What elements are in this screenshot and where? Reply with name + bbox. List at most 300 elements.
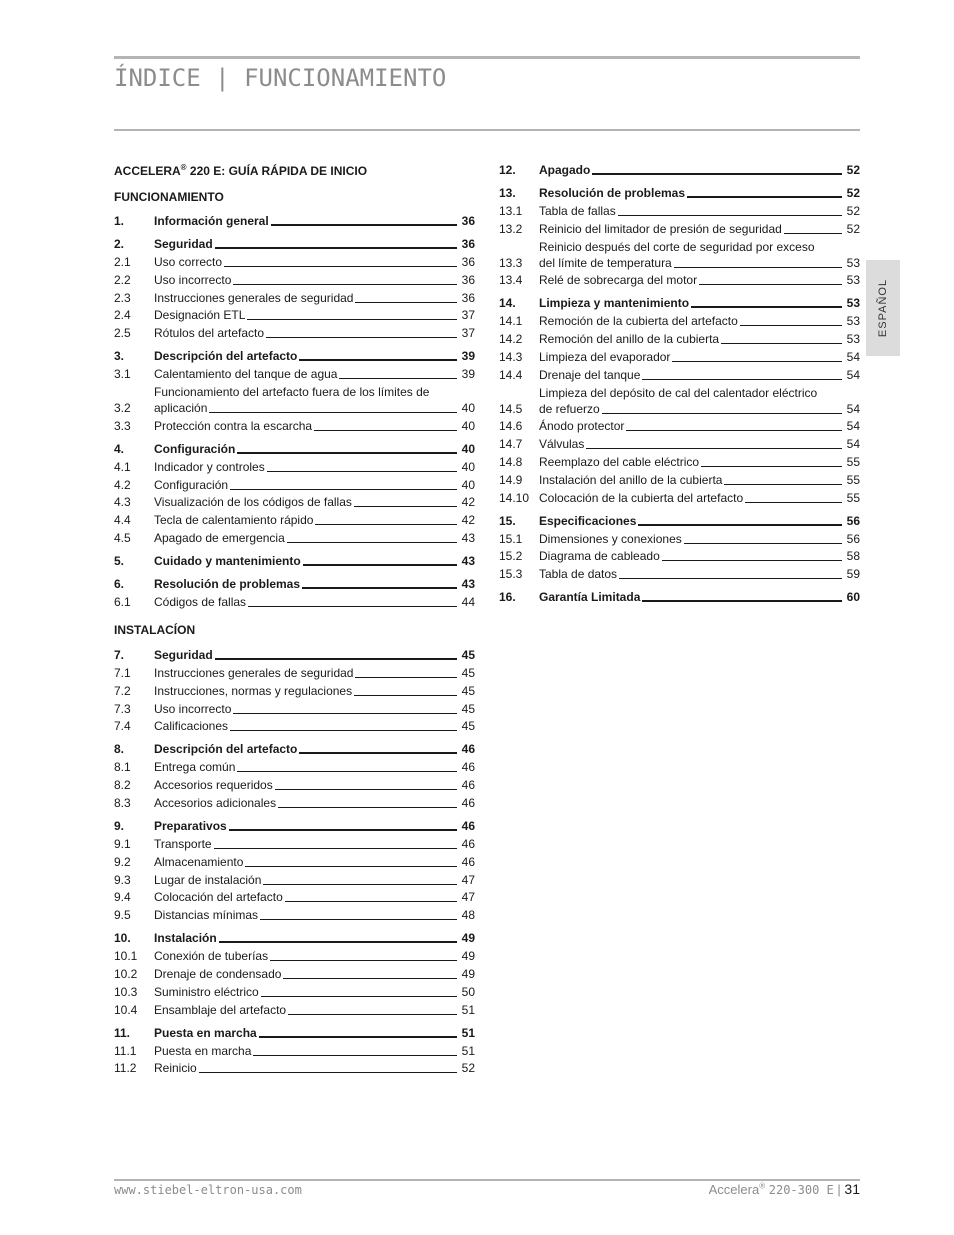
toc-leader-line (602, 413, 842, 414)
toc-subsection-entry[interactable] (114, 665, 475, 681)
toc-entry-title: Seguridad (154, 648, 213, 662)
toc-entry-number: 6.1 (114, 594, 131, 609)
toc-page-number: 54 (846, 401, 860, 416)
toc-subsection-entry[interactable] (114, 777, 475, 793)
toc-entry-number: 3.1 (114, 367, 131, 382)
toc-page-number: 53 (846, 273, 860, 288)
toc-page-number: 54 (846, 367, 860, 382)
page-title (114, 64, 446, 92)
toc-entry-title: Resolución de problemas (539, 186, 686, 200)
toc-entry-number: 9.3 (114, 872, 131, 887)
toc-chapter-entry[interactable] (114, 213, 475, 229)
toc-leader-line (209, 412, 457, 413)
toc-page-number: 42 (461, 495, 475, 510)
toc-leader-line (248, 606, 457, 607)
toc-page-number: 53 (846, 296, 860, 311)
toc-entry-number: 7.1 (114, 666, 131, 680)
toc-page-number: 44 (461, 594, 475, 609)
toc-leader-line (229, 829, 457, 831)
toc-subsection-entry[interactable] (499, 490, 860, 506)
toc-entry-title: Accesorios adicionales (154, 795, 277, 810)
toc-subsection-entry[interactable] (114, 254, 475, 270)
toc-entry-number: 14.1 (499, 314, 523, 329)
toc-leader-line (721, 343, 842, 344)
toc-subsection-entry[interactable] (499, 385, 860, 417)
toc-entry-number: 8.1 (114, 760, 131, 775)
toc-entry-number: 11.2 (114, 1061, 137, 1076)
toc-page-number: 60 (846, 590, 860, 605)
toc-page-number: 50 (461, 984, 475, 999)
toc-group (499, 162, 860, 178)
toc-page-number: 47 (461, 890, 475, 905)
toc-leader-line (267, 471, 457, 472)
toc-subsection-entry[interactable] (114, 384, 475, 416)
toc-page-number: 43 (461, 530, 475, 545)
toc-leader-line (230, 489, 457, 490)
toc-page-number: 49 (461, 949, 475, 964)
footer-page-info: Accelera® 220-300 E | 31 (708, 1181, 860, 1197)
toc-subsection-entry[interactable] (114, 307, 475, 323)
toc-page-number: 36 (461, 290, 475, 305)
toc-leader-line (701, 466, 842, 467)
toc-entry-number: 10.2 (114, 966, 138, 981)
toc-chapter-entry[interactable] (114, 647, 475, 663)
toc-leader-line (275, 789, 457, 790)
toc-subsection-entry[interactable] (114, 530, 475, 546)
toc-subsection-entry[interactable] (114, 701, 475, 717)
toc-entry-title: Configuración (154, 441, 236, 456)
toc-subsection-entry[interactable] (114, 290, 475, 306)
toc-page-number: 45 (461, 666, 475, 680)
toc-page-number: 45 (461, 719, 475, 734)
title-index: ÍNDICE (114, 64, 201, 92)
toc-subsection-entry[interactable] (114, 889, 475, 905)
toc-subsection-entry[interactable] (499, 436, 860, 452)
toc-entry-title: Designación ETL (154, 308, 246, 323)
toc-subsection-entry[interactable] (114, 718, 475, 734)
toc-page-number: 52 (461, 1061, 475, 1076)
toc-entry-title: Uso incorrecto (154, 272, 232, 287)
toc-entry-title: Apagado de emergencia (154, 530, 285, 545)
toc-entry-title: Calificaciones (154, 719, 229, 734)
toc-group (499, 513, 860, 583)
toc-chapter-entry[interactable] (114, 236, 475, 252)
toc-entry-number: 4.4 (114, 513, 131, 528)
toc-entry-title: Entrega común (154, 760, 236, 775)
toc-leader-line (619, 578, 842, 579)
toc-entry-number: 14.3 (499, 349, 523, 364)
toc-entry-title: Dimensiones y conexiones (539, 531, 682, 546)
toc-entry-title: Protección contra la escarcha (154, 418, 313, 433)
toc-group (114, 818, 475, 923)
toc-subsection-entry[interactable] (114, 872, 475, 888)
toc-leader-line (245, 866, 457, 867)
toc-entry-title: Instalación (154, 931, 217, 946)
toc-leader-line (215, 658, 457, 660)
toc-page-number: 55 (846, 454, 860, 469)
toc-page-number: 40 (461, 477, 475, 492)
toc-page-number: 39 (461, 349, 475, 364)
toc-subsection-entry[interactable] (114, 1043, 475, 1059)
toc-subsection-entry[interactable] (114, 418, 475, 434)
toc-chapter-entry[interactable] (114, 576, 475, 592)
toc-page-number: 45 (461, 683, 475, 698)
toc-entry-title: Drenaje del tanque (539, 367, 641, 382)
toc-entry-number: 4.1 (114, 459, 131, 474)
toc-entry-number: 13. (499, 186, 516, 200)
toc-leader-line (199, 1072, 457, 1073)
toc-entry-number: 10.1 (114, 949, 138, 964)
toc-chapter-entry[interactable] (114, 741, 475, 757)
toc-leader-line (626, 430, 842, 431)
toc-chapter-entry[interactable] (499, 589, 860, 605)
toc-page-number: 36 (461, 272, 475, 287)
toc-entry-title: Válvulas (539, 437, 585, 452)
toc-entry-number: 3.3 (114, 418, 131, 433)
toc-page-number: 40 (461, 459, 475, 474)
toc-entry-number: 9.4 (114, 890, 131, 905)
toc-subsection-entry[interactable] (499, 566, 860, 582)
toc-subsection-entry[interactable] (499, 531, 860, 547)
toc-subsection-entry[interactable] (114, 795, 475, 811)
toc-leader-line (261, 996, 457, 997)
toc-entry-title: Instalación del anillo de la cubierta (539, 472, 723, 487)
toc-entry-title-continued: aplicación (154, 400, 208, 415)
toc-leader-line (586, 448, 842, 449)
toc-subsection-entry[interactable] (114, 477, 475, 493)
toc-group (114, 236, 475, 341)
title-separator: | (215, 64, 230, 92)
toc-subsection-entry[interactable] (114, 366, 475, 382)
toc-entry-number: 11.1 (114, 1043, 137, 1058)
toc-group (114, 1025, 475, 1077)
toc-subsection-entry[interactable] (499, 221, 860, 237)
toc-subsection-entry[interactable] (499, 203, 860, 219)
toc-leader-line (618, 215, 842, 216)
quick-start-heading[interactable]: ACCELERA® 220 E: GUÍA RÁPIDA DE INICIO (114, 163, 368, 178)
toc-entry-title: Cuidado y mantenimiento (154, 553, 301, 568)
toc-entry-title: Reemplazo del cable eléctrico (539, 454, 700, 469)
toc-entry-number: 14.8 (499, 454, 523, 469)
toc-leader-line (638, 524, 842, 526)
toc-subsection-entry[interactable] (499, 472, 860, 488)
toc-leader-line (315, 524, 457, 525)
toc-group (114, 553, 475, 569)
toc-entry-title: Relé de sobrecarga del motor (539, 273, 698, 288)
toc-group (114, 348, 475, 434)
toc-entry-title: Especificaciones (539, 513, 637, 528)
toc-leader-line (219, 941, 457, 943)
toc-subsection-entry[interactable] (499, 548, 860, 564)
toc-entry-number: 14.6 (499, 419, 523, 434)
toc-chapter-entry[interactable] (499, 295, 860, 311)
toc-page-number: 36 (461, 255, 475, 269)
toc-entry-number: 14.4 (499, 367, 523, 382)
toc-group (499, 589, 860, 605)
toc-chapter-entry[interactable] (114, 553, 475, 569)
toc-page-number: 55 (846, 490, 860, 505)
toc-leader-line (784, 233, 842, 234)
toc-subsection-entry[interactable] (114, 325, 475, 341)
toc-entry-number: 6. (114, 576, 125, 591)
toc-entry-title: Colocación de la cubierta del artefacto (539, 490, 744, 505)
toc-entry-number: 9.2 (114, 854, 131, 869)
toc-leader-line (674, 267, 842, 268)
toc-entry-number: 4.2 (114, 477, 131, 492)
toc-page-number: 52 (846, 204, 860, 218)
language-tab[interactable] (866, 260, 900, 356)
toc-entry-title: Ánodo protector (539, 419, 625, 434)
toc-entry-number: 7.4 (114, 719, 131, 734)
toc-entry-number: 10.4 (114, 1002, 138, 1017)
toc-page-number: 56 (846, 531, 860, 546)
toc-entry-title-continued: del límite de temperatura (539, 255, 672, 270)
footer-url[interactable]: www.stiebel-eltron-usa.com (114, 1183, 302, 1197)
toc-leader-line (224, 266, 457, 267)
toc-entry-number: 10.3 (114, 984, 138, 999)
toc-leader-line (230, 730, 457, 731)
toc-entry-number: 2.3 (114, 290, 131, 305)
toc-entry-number: 15. (499, 513, 516, 528)
toc-entry-number: 4.5 (114, 530, 131, 545)
toc-entry-title: Puesta en marcha (154, 1025, 257, 1040)
toc-leader-line (592, 173, 842, 175)
toc-page-number: 40 (461, 418, 475, 433)
toc-entry-number: 15.1 (499, 531, 523, 546)
toc-entry-number: 4.3 (114, 495, 131, 510)
toc-subsection-entry[interactable] (499, 272, 860, 288)
toc-leader-line (253, 1055, 457, 1056)
toc-chapter-entry[interactable] (114, 348, 475, 364)
toc-entry-title: Drenaje de condensado (154, 966, 282, 981)
toc-entry-title: Uso incorrecto (154, 701, 232, 716)
toc-page-number: 40 (461, 400, 475, 415)
toc-entry-title: Información general (154, 214, 269, 228)
toc-group (114, 741, 475, 811)
toc-subsection-entry[interactable] (114, 459, 475, 475)
toc-entry-title: Lugar de instalación (154, 872, 262, 887)
toc-entry-number: 13.1 (499, 204, 523, 218)
toc-leader-line (303, 564, 457, 566)
toc-entry-title: Preparativos (154, 818, 227, 833)
toc-leader-line (271, 224, 457, 226)
toc-subsection-entry[interactable] (114, 759, 475, 775)
toc-page-number: 46 (461, 854, 475, 869)
toc-subsection-entry[interactable] (114, 272, 475, 288)
toc-leader-line (285, 901, 457, 902)
toc-entry-number: 2. (114, 237, 125, 251)
toc-subsection-entry[interactable] (114, 1002, 475, 1018)
toc-subsection-entry[interactable] (499, 239, 860, 271)
toc-entry-title: Suministro eléctrico (154, 984, 259, 999)
toc-page-number: 43 (461, 553, 475, 568)
toc-chapter-entry[interactable] (114, 441, 475, 457)
toc-entry-number: 14.7 (499, 437, 523, 452)
toc-page-number: 46 (461, 836, 475, 851)
page-number: 31 (844, 1181, 860, 1197)
toc-entry-number: 9.5 (114, 908, 131, 923)
toc-leader-line (278, 807, 457, 808)
toc-leader-line (355, 677, 457, 678)
toc-entry-number: 7.3 (114, 701, 131, 716)
toc-entry-title: Puesta en marcha (154, 1043, 252, 1058)
toc-subsection-entry[interactable] (114, 594, 475, 610)
toc-entry-title: Limpieza y mantenimiento (539, 296, 690, 311)
toc-page-number: 45 (461, 701, 475, 716)
toc-page-number: 54 (846, 419, 860, 434)
toc-entry-title: Descripción del artefacto (154, 742, 298, 757)
toc-leader-line (237, 452, 457, 454)
toc-subsection-entry[interactable] (114, 1060, 475, 1076)
toc-leader-line (283, 978, 457, 979)
toc-entry-title: Tecla de calentamiento rápido (154, 513, 314, 528)
toc-page-number: 49 (461, 966, 475, 981)
toc-chapter-entry[interactable] (499, 162, 860, 178)
toc-subsection-entry[interactable] (114, 984, 475, 1000)
toc-entry-number: 8. (114, 742, 125, 757)
toc-subsection-entry[interactable] (114, 907, 475, 923)
toc-subsection-entry[interactable] (499, 367, 860, 383)
toc-page-number: 37 (461, 308, 475, 323)
toc-page-number: 59 (846, 567, 860, 582)
toc-leader-line (237, 771, 457, 772)
toc-entry-title: Rótulos del artefacto (154, 326, 265, 341)
toc-entry-title: Conexión de tuberías (154, 949, 269, 964)
toc-page-number: 58 (846, 549, 860, 564)
toc-entry-title: Uso correcto (154, 255, 223, 269)
toc-chapter-entry[interactable] (114, 818, 475, 834)
toc-group (499, 185, 860, 288)
toc-leader-line (339, 378, 457, 379)
toc-subsection-entry[interactable] (499, 418, 860, 434)
toc-entry-number: 15.2 (499, 549, 523, 564)
toc-subsection-entry[interactable] (114, 494, 475, 510)
toc-entry-title: Remoción del anillo de la cubierta (539, 332, 720, 347)
toc-entry-number: 14. (499, 296, 516, 311)
toc-leader-line (642, 600, 842, 602)
toc-leader-line (266, 337, 457, 338)
toc-entry-title: Funcionamiento del artefacto fuera de los límites de (154, 384, 430, 399)
toc-entry-title: Reinicio después del corte de seguridad por exceso (539, 239, 815, 254)
toc-subsection-entry[interactable] (114, 683, 475, 699)
toc-chapter-entry[interactable] (499, 513, 860, 529)
toc-entry-title: Resolución de problemas (154, 576, 301, 591)
toc-entry-number: 13.3 (499, 255, 523, 270)
toc-leader-line (299, 359, 457, 361)
toc-entry-title: Transporte (154, 836, 212, 851)
toc-entry-title: Accesorios requeridos (154, 778, 273, 793)
toc-leader-line (260, 919, 457, 920)
toc-entry-number: 2.4 (114, 308, 131, 323)
toc-leader-line (662, 560, 842, 561)
toc-leader-line (214, 848, 457, 849)
toc-entry-number: 4. (114, 441, 125, 456)
toc-page-number: 45 (461, 648, 475, 662)
toc-subsection-entry[interactable] (499, 313, 860, 329)
toc-group (114, 441, 475, 546)
section-heading-funcionamiento: FUNCIONAMIENTO (114, 190, 224, 204)
toc-entry-number: 3.2 (114, 400, 131, 415)
toc-entry-number: 14.5 (499, 401, 523, 416)
toc-entry-title: Tabla de datos (539, 567, 618, 582)
toc-entry-number: 16. (499, 590, 516, 605)
toc-page-number: 51 (461, 1043, 475, 1058)
toc-page-number: 36 (461, 214, 475, 228)
toc-entry-title: Seguridad (154, 237, 213, 251)
toc-entry-title: Descripción del artefacto (154, 349, 298, 364)
toc-entry-title: Garantía Limitada (539, 590, 641, 605)
toc-entry-title: Apagado (539, 163, 591, 177)
toc-chapter-entry[interactable] (114, 1025, 475, 1041)
toc-leader-line (354, 695, 457, 696)
toc-subsection-entry[interactable] (499, 454, 860, 470)
toc-leader-line (354, 506, 457, 507)
toc-page-number: 55 (846, 472, 860, 487)
toc-leader-line (215, 247, 457, 249)
toc-group (114, 213, 475, 229)
toc-leader-line (233, 284, 457, 285)
toc-page-number: 46 (461, 795, 475, 810)
toc-leader-line (642, 379, 842, 380)
toc-entry-number: 14.9 (499, 472, 523, 487)
toc-chapter-entry[interactable] (114, 930, 475, 946)
toc-leader-line (672, 361, 842, 362)
toc-subsection-entry[interactable] (114, 854, 475, 870)
toc-entry-title: Diagrama de cableado (539, 549, 660, 564)
toc-entry-title: Instrucciones, normas y regulaciones (154, 683, 353, 698)
toc-leader-line (263, 884, 457, 885)
language-tab-label: ESPAÑOL (877, 278, 889, 338)
toc-entry-number: 14.2 (499, 332, 523, 347)
header-rule-top (114, 56, 860, 59)
toc-page-number: 37 (461, 326, 475, 341)
toc-subsection-entry[interactable] (114, 948, 475, 964)
section-heading-instalacion: INSTALACÍON (114, 623, 196, 637)
toc-entry-title: Reinicio (154, 1061, 197, 1076)
toc-entry-title: Almacenamiento (154, 854, 244, 869)
toc-entry-title: Limpieza del depósito de cal del calentador eléctrico (539, 385, 818, 400)
toc-subsection-entry[interactable] (499, 349, 860, 365)
toc-page-number: 46 (461, 818, 475, 833)
toc-page-number: 52 (846, 221, 860, 236)
toc-leader-line (699, 284, 842, 285)
toc-subsection-entry[interactable] (114, 966, 475, 982)
header-rule-bottom (114, 129, 860, 131)
toc-entry-number: 10. (114, 931, 131, 946)
toc-leader-line (691, 306, 842, 308)
toc-entry-number: 3. (114, 349, 125, 364)
toc-entry-title: Indicador y controles (154, 459, 265, 474)
toc-subsection-entry[interactable] (114, 512, 475, 528)
toc-entry-number: 11. (114, 1025, 131, 1040)
toc-page-number: 53 (846, 332, 860, 347)
toc-entry-number: 1. (114, 214, 125, 228)
toc-leader-line (724, 484, 842, 485)
toc-leader-line (270, 960, 457, 961)
toc-entry-number: 2.2 (114, 272, 131, 287)
toc-page-number: 53 (846, 314, 860, 329)
toc-page-number: 36 (461, 237, 475, 251)
toc-subsection-entry[interactable] (499, 331, 860, 347)
toc-leader-line (247, 319, 457, 320)
toc-chapter-entry[interactable] (499, 185, 860, 201)
toc-page-number: 48 (461, 908, 475, 923)
toc-page-number: 56 (846, 513, 860, 528)
toc-page-number: 42 (461, 513, 475, 528)
toc-entry-title-continued: de refuerzo (539, 401, 600, 416)
toc-entry-number: 12. (499, 163, 516, 177)
toc-subsection-entry[interactable] (114, 836, 475, 852)
